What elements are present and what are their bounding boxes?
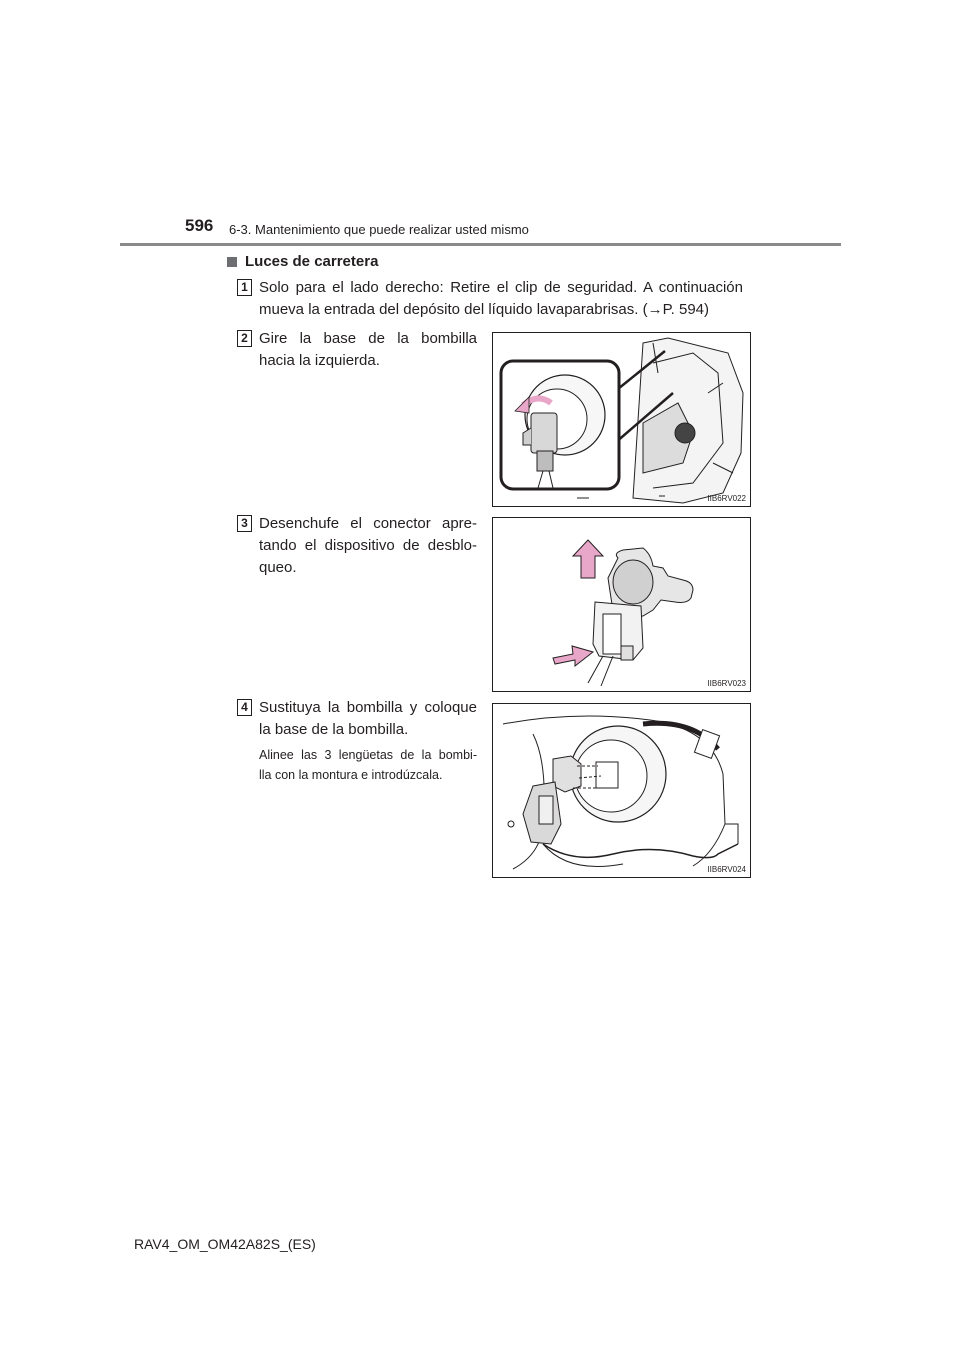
section-heading: 6-3. Mantenimiento que puede realizar usted mismo [229, 222, 529, 237]
header-divider [120, 243, 841, 246]
step-3-text [259, 513, 477, 579]
figure-code: IIB6RV023 [707, 679, 746, 688]
step-4-line-2: la base de la bombilla. [259, 721, 409, 738]
step-4-line-1: Sustituya la bombilla y coloque [259, 699, 477, 716]
figure-code: IIB6RV024 [707, 865, 746, 874]
page-number: 596 [185, 216, 214, 235]
step-3-line-1: Desenchufe el conector apre- [259, 515, 477, 532]
step-3-number: 3 [237, 515, 252, 532]
step-3-line-3: queo. [259, 559, 297, 576]
step-4-number: 4 [237, 699, 252, 716]
step-4-note-line-1: Alinee las 3 lengüetas de la bombi- [259, 748, 477, 762]
connector-illustration [493, 518, 750, 691]
figure-rotate-bulb-base [492, 332, 751, 507]
step-2-text [259, 328, 477, 372]
headlight-rear-illustration [493, 333, 750, 506]
step-1-line-2: mueva la entrada del depósito del líquido lavaparabrisas. (→P. 594) [259, 301, 709, 318]
step-1-number: 1 [237, 279, 252, 296]
section-title-text: Luces de carretera [245, 253, 379, 270]
step-3-line-2: tando el dispositivo de desblo- [259, 537, 477, 554]
step-2-line-2: hacia la izquierda. [259, 352, 380, 369]
step-2-number: 2 [237, 330, 252, 347]
figure-unplug-connector [492, 517, 751, 692]
step-1-text [259, 277, 743, 321]
step-1-line-1: Solo para el lado derecho: Retire el clip de seguridad. A continuación [259, 279, 743, 296]
document-id-footer: RAV4_OM_OM42A82S_(ES) [134, 1236, 316, 1252]
figure-code: IIB6RV022 [707, 494, 746, 503]
step-4-note [259, 745, 477, 785]
bulb-installation-illustration [493, 704, 750, 877]
section-title [227, 253, 378, 270]
bullet-square-icon [227, 257, 237, 267]
step-2-line-1: Gire la base de la bombilla [259, 330, 477, 347]
figure-install-bulb [492, 703, 751, 878]
step-4-note-line-2: lla con la montura e introdúzcala. [259, 768, 443, 782]
step-4-text [259, 697, 477, 741]
